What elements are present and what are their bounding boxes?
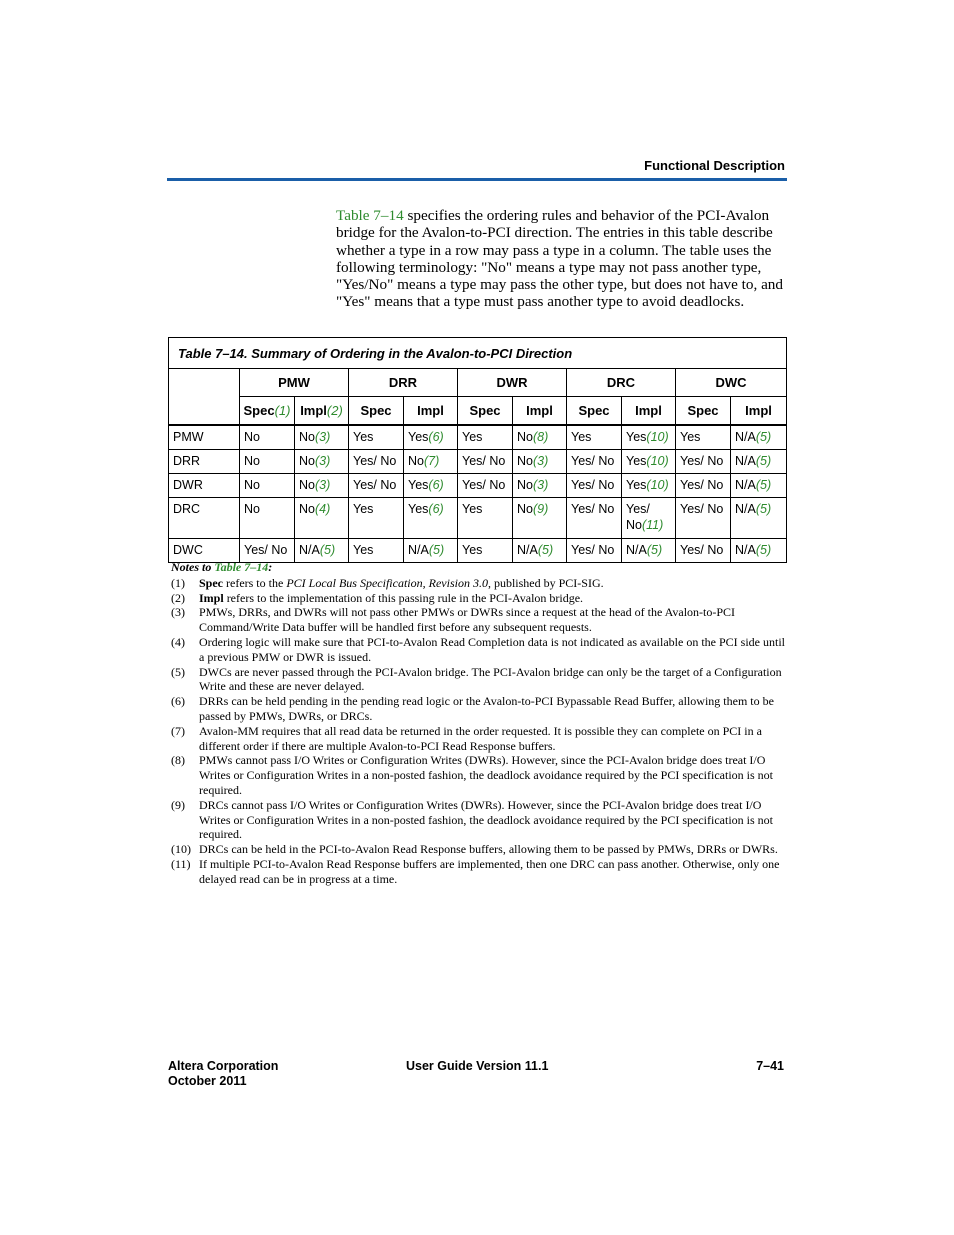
subheader-impl: Impl <box>513 397 567 426</box>
table-cell: Yes <box>458 425 513 450</box>
table-row <box>169 474 787 498</box>
row-header: DWC <box>169 539 240 563</box>
table-cell: No(3) <box>295 450 349 474</box>
table-caption: Table 7–14. Summary of Ordering in the Avalon-to-PCI Direction <box>169 338 787 369</box>
table-cell: Yes(10) <box>622 474 676 498</box>
footer-guide: User Guide Version 11.1 <box>406 1059 549 1073</box>
table-cell: N/A(5) <box>622 539 676 563</box>
cell-note-link[interactable]: (10) <box>646 454 669 468</box>
note-text: DWCs are never passed through the PCI-Avalon bridge. The PCI-Avalon bridge can only be the target of a Configuration Write and these are never delayed. <box>199 664 782 694</box>
note-item <box>171 857 787 887</box>
cell-note-link[interactable]: (5) <box>537 543 554 557</box>
row-header: PMW <box>169 425 240 450</box>
footer-left <box>168 1059 278 1089</box>
cell-note-link[interactable]: (10) <box>646 478 669 492</box>
note-number: (8) <box>171 753 185 768</box>
cell-note-link[interactable]: (5) <box>755 478 772 492</box>
table-row <box>169 539 787 563</box>
table-cell: Yes/ No <box>240 539 295 563</box>
column-group-drr: DRR <box>349 369 458 397</box>
note-number: (1) <box>171 575 185 590</box>
table-cell: No(4) <box>295 498 349 539</box>
note-item <box>171 635 787 665</box>
running-header: Functional Description <box>644 158 785 173</box>
note-number: (7) <box>171 723 185 738</box>
note-text: DRCs cannot pass I/O Writes or Configuration Writes (DWRs). However, since the PCI-Avalon bridge does treat I/O Writes or Configuration Writes in a non-posted fashion, the deadlock avoidance required by the PCI specification is not required. <box>199 797 773 842</box>
note-item <box>171 694 787 724</box>
column-group-pmw: PMW <box>240 369 349 397</box>
table-cell: Yes <box>349 539 404 563</box>
note-text: DRCs can be held in the PCI-to-Avalon Read Response buffers, allowing them to be passed by PMWs, DRRs or DWRs. <box>199 842 778 857</box>
table-row <box>169 498 787 539</box>
cell-note-link[interactable]: (3) <box>532 478 549 492</box>
note-item <box>171 576 787 591</box>
intro-text: specifies the ordering rules and behavior of the PCI-Avalon bridge for the Avalon-to-PCI direction. The entries in this table describe whether a type in a row may pass a type in a column. The table uses the following terminology: "No" means a type may not pass another type, "Yes/No" means a type may pass the other type, but does not have to, and "Yes" means that a type must pass another type to avoid deadlocks. <box>336 207 783 311</box>
table-row <box>169 450 787 474</box>
cell-note-link[interactable]: (5) <box>755 430 772 444</box>
table-cell: Yes(6) <box>404 425 458 450</box>
table-cell: No <box>240 498 295 539</box>
cell-note-link[interactable]: (5) <box>755 454 772 468</box>
note-item <box>171 724 787 754</box>
table-cell: Yes(10) <box>622 450 676 474</box>
notes-title-suffix: : <box>268 560 273 574</box>
table-cell: N/A(5) <box>731 539 787 563</box>
table-cell: Yes/ No <box>458 450 513 474</box>
table-cell: Yes(6) <box>404 498 458 539</box>
table-cell: Yes/ No <box>676 539 731 563</box>
cell-note-link[interactable]: (3) <box>532 454 549 468</box>
table-cell: Yes/ No <box>676 474 731 498</box>
table-cell: Yes/ No <box>676 450 731 474</box>
subheader-spec: Spec <box>676 397 731 426</box>
table-cell: Yes/ No(11) <box>622 498 676 539</box>
note-number: (3) <box>171 605 185 620</box>
cell-note-link[interactable]: (5) <box>428 543 445 557</box>
cell-note-link[interactable]: (6) <box>428 430 444 444</box>
cell-note-link[interactable]: (3) <box>314 478 331 492</box>
table-cell: Yes/ No <box>567 450 622 474</box>
cell-note-link[interactable]: (6) <box>428 478 444 492</box>
note-item <box>171 798 787 842</box>
table-cell: No <box>240 450 295 474</box>
note-number: (6) <box>171 694 185 709</box>
cell-note-link[interactable]: (3) <box>314 430 331 444</box>
ordering-table-container <box>168 337 786 563</box>
table-cell: N/A(5) <box>731 450 787 474</box>
subheader-spec: Spec <box>458 397 513 426</box>
intro-paragraph <box>336 207 788 311</box>
ordering-table <box>168 337 787 563</box>
table-cell: No <box>240 474 295 498</box>
table-cell: N/A(5) <box>404 539 458 563</box>
subheader-spec: Spec(1) <box>240 397 295 426</box>
note-number: (9) <box>171 797 185 812</box>
cell-note-link[interactable]: (6) <box>428 502 444 516</box>
table-cell: N/A(5) <box>731 474 787 498</box>
cell-note-link[interactable]: (10) <box>646 430 669 444</box>
notes-table-link[interactable]: Table 7–14 <box>214 560 269 574</box>
corner-cell <box>169 369 240 426</box>
cell-note-link[interactable]: (5) <box>755 502 772 516</box>
table-cell: Yes(6) <box>404 474 458 498</box>
note-number: (11) <box>171 856 191 871</box>
note-number: (5) <box>171 664 185 679</box>
table-cell: Yes/ No <box>567 498 622 539</box>
table-cell: Yes/ No <box>349 474 404 498</box>
table-notes <box>171 560 787 887</box>
table-row <box>169 425 787 450</box>
table-cell: Yes <box>567 425 622 450</box>
cell-note-link[interactable]: (9) <box>532 502 549 516</box>
note-text: DRRs can be held pending in the pending read logic or the Avalon-to-PCI Bypassable Read Buffer, allowing them to be passed by PMWs, DWRs, or DRCs. <box>199 694 774 723</box>
cell-note-link[interactable]: (3) <box>314 454 331 468</box>
row-header: DWR <box>169 474 240 498</box>
note-item <box>171 665 787 695</box>
table-cell: Yes(10) <box>622 425 676 450</box>
footer-page-number: 7–41 <box>756 1059 784 1073</box>
column-group-dwc: DWC <box>676 369 787 397</box>
table-cell: Yes <box>676 425 731 450</box>
table-cell: Yes <box>458 498 513 539</box>
note-text: Spec refers to the PCI Local Bus Specification, Revision 3.0, published by PCI-SIG. <box>199 575 604 590</box>
note-text: Ordering logic will make sure that PCI-to-Avalon Read Completion data is not indicated as available on the PCI side until a previous PMW or DWR is issued. <box>199 634 785 664</box>
note-item <box>171 753 787 797</box>
row-header: DRR <box>169 450 240 474</box>
table-cell: No(8) <box>513 425 567 450</box>
footer-date: October 2011 <box>168 1074 247 1088</box>
footer-company: Altera Corporation <box>168 1059 279 1073</box>
table-cell: No(3) <box>295 425 349 450</box>
cell-note-link[interactable]: (11) <box>641 518 664 532</box>
note-text: Avalon-MM requires that all read data be returned in the order requested. It is possible they can complete on PCI in a different order if there are multiple Avalon-to-PCI Read Response buffers. <box>199 723 762 753</box>
cell-note-link[interactable]: (4) <box>314 502 331 516</box>
table-cell: Yes/ No <box>567 474 622 498</box>
table-cell: No(3) <box>513 474 567 498</box>
subheader-impl: Impl <box>731 397 787 426</box>
header-rule <box>167 178 787 181</box>
table-cell: N/A(5) <box>731 498 787 539</box>
note-item <box>171 605 787 635</box>
notes-title <box>171 560 787 575</box>
notes-list <box>171 576 787 887</box>
subheader-spec: Spec <box>349 397 404 426</box>
table-cell: Yes <box>349 425 404 450</box>
table-cell: Yes/ No <box>349 450 404 474</box>
table-cell: No(3) <box>295 474 349 498</box>
cell-note-link[interactable]: (5) <box>646 543 663 557</box>
subheader-impl: Impl <box>404 397 458 426</box>
table-cell: No(3) <box>513 450 567 474</box>
table-cell: Yes <box>458 539 513 563</box>
table-link[interactable]: Table 7–14 <box>336 207 404 224</box>
cell-note-link[interactable]: (7) <box>423 454 440 468</box>
note-number: (4) <box>171 634 185 649</box>
subheader-note-link[interactable]: (1) <box>274 403 291 418</box>
table-cell: No(9) <box>513 498 567 539</box>
note-text: Impl refers to the implementation of this passing rule in the PCI-Avalon bridge. <box>199 590 584 605</box>
table-cell: No(7) <box>404 450 458 474</box>
column-group-dwr: DWR <box>458 369 567 397</box>
table-cell: Yes <box>349 498 404 539</box>
table-cell: Yes/ No <box>458 474 513 498</box>
note-number: (2) <box>171 590 185 605</box>
notes-title-prefix: Notes to <box>171 560 215 574</box>
cell-note-link[interactable]: (5) <box>319 543 336 557</box>
subheader-spec: Spec <box>567 397 622 426</box>
note-text: PMWs, DRRs, and DWRs will not pass other PMWs or DWRs since a request at the head of the Avalon-to-PCI Command/Write Data buffer will be handled first before any subsequent requests. <box>199 605 736 635</box>
cell-note-link[interactable]: (5) <box>755 543 772 557</box>
table-cell: Yes/ No <box>676 498 731 539</box>
note-number: (10) <box>171 842 191 857</box>
table-cell: N/A(5) <box>731 425 787 450</box>
cell-note-link[interactable]: (8) <box>532 430 549 444</box>
note-item <box>171 842 787 857</box>
subheader-impl: Impl(2) <box>295 397 349 426</box>
column-group-drc: DRC <box>567 369 676 397</box>
note-text: If multiple PCI-to-Avalon Read Response buffers are implemented, then one DRC can pass another. Otherwise, only one delayed read can be in progress at a time. <box>199 856 780 886</box>
subheader-note-link[interactable]: (2) <box>326 403 343 418</box>
table-cell: N/A(5) <box>513 539 567 563</box>
table-cell: N/A(5) <box>295 539 349 563</box>
note-text: PMWs cannot pass I/O Writes or Configuration Writes (DWRs). However, since the PCI-Avalon bridge does treat I/O Writes or Configuration Writes in a non-posted fashion, the deadlock avoidance required by the PCI specification is not required. <box>199 753 773 797</box>
table-cell: Yes/ No <box>567 539 622 563</box>
row-header: DRC <box>169 498 240 539</box>
note-item <box>171 591 787 606</box>
table-cell: No <box>240 425 295 450</box>
subheader-impl: Impl <box>622 397 676 426</box>
